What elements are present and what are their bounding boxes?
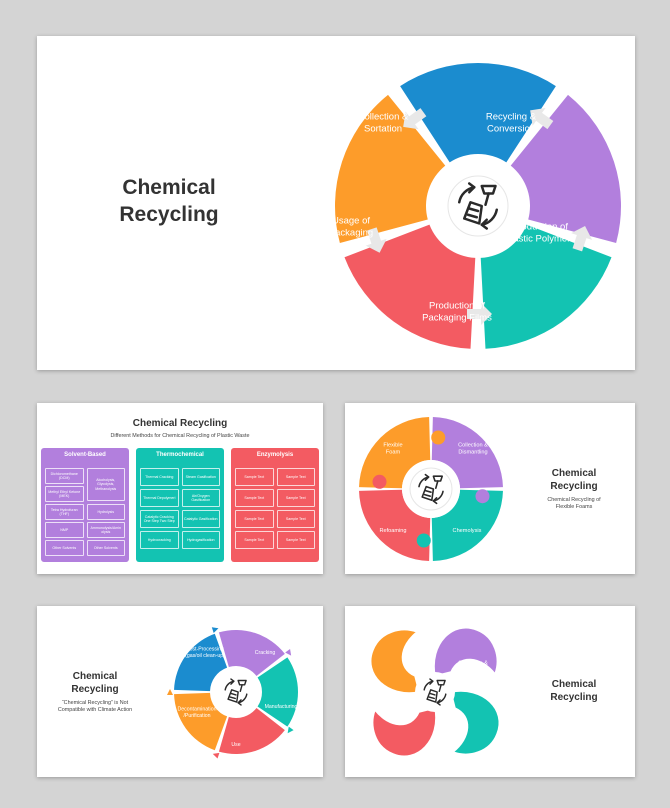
column-thermochemical xyxy=(136,448,224,562)
table-cell: Air/Oxygen Gasification xyxy=(182,489,221,507)
arrow-cycle-diagram xyxy=(37,606,323,777)
segment-label: Recycling & Conversion xyxy=(485,111,537,135)
slide-climate-action[interactable] xyxy=(37,606,323,777)
flow-arrow-icon xyxy=(212,751,220,759)
column-enzymolysis xyxy=(231,448,319,562)
table-cell: Steam Gasification xyxy=(182,468,221,486)
flow-arrow-icon xyxy=(212,625,220,633)
table-cell: Sample Text xyxy=(277,489,316,507)
segment-label: Chemolysis xyxy=(452,527,482,534)
table-cell: Hydrocracking xyxy=(140,531,179,549)
slide-subtitle: “Chemical Recycling” is Not Compatible with Climate Action xyxy=(57,700,133,713)
segment-label: Production of Packaging Films xyxy=(422,300,492,324)
table-cell: NMP xyxy=(45,522,84,538)
table-cell: Sample Text xyxy=(235,468,274,486)
slide-flexible-foams[interactable] xyxy=(345,403,635,574)
slide-subtitle: Chemical Recycling of Flexible Foams xyxy=(547,497,601,510)
table-cell: Sample Text xyxy=(277,468,316,486)
cycle-diagram xyxy=(37,36,635,370)
table-cell: Sample Text xyxy=(235,489,274,507)
column-solvent-based xyxy=(41,448,129,562)
swirl-segment xyxy=(371,630,419,693)
segment-label: Decontamination /Purification xyxy=(177,706,217,720)
segment-label: Post-Processing (gas/oil clean-up) xyxy=(185,646,225,660)
table-cell: Thermal Depolymeri xyxy=(140,489,179,507)
slide-title: Chemical Recycling xyxy=(550,468,598,492)
segment-label: Production of Plastic Polymers xyxy=(504,221,576,245)
slide-swirl-cycle[interactable] xyxy=(345,606,635,777)
segment-label: Refoaming xyxy=(379,527,407,534)
slide-subtitle: Different Methods for Chemical Recycling of Plastic Waste xyxy=(110,433,250,439)
table-cell: Sample Text xyxy=(277,510,316,528)
segment-label: Manufacturing xyxy=(264,703,298,710)
table-cell: Other Solvents xyxy=(87,540,126,556)
column-heading: Enzymolysis xyxy=(256,452,294,458)
slide-title: Chemical Recycling xyxy=(550,679,598,703)
flow-arrow-icon xyxy=(167,689,173,695)
slide-methods-table[interactable] xyxy=(37,403,323,574)
column-heading: Solvent-Based xyxy=(64,452,106,458)
segment-label: Collection & Dismantling xyxy=(458,442,488,456)
flow-arrow-icon xyxy=(285,727,293,735)
table-cell: Thermal Cracking xyxy=(140,468,179,486)
segment-label: Chemolysis xyxy=(424,745,454,752)
segment-label: Collection & Dismantling xyxy=(458,660,488,674)
table-cell: Methyl Ethyl Ketone (MEK) xyxy=(45,486,84,502)
segment-label: Cracking xyxy=(254,649,276,656)
table-cell: Tetra Hydrofuran (THF) xyxy=(45,504,84,520)
segment-label: Use xyxy=(231,741,241,748)
table-cell: Sample Text xyxy=(235,510,274,528)
slide-title: Chemical Recycling xyxy=(132,418,228,429)
segment-label: Flexible Foam xyxy=(407,642,427,656)
table-cell: Ammonolysis/Amin olysis xyxy=(87,522,126,538)
segment-label: Flexible Foam xyxy=(383,442,403,456)
flow-arrow-icon xyxy=(285,649,293,657)
table-cell: Dichloromethane (DCM) xyxy=(45,468,84,484)
slide-main[interactable] xyxy=(37,36,635,370)
table-cell: Catalytic Gasification xyxy=(182,510,221,528)
table-cell: Sample Text xyxy=(235,531,274,549)
segment-label: Collection & Sortation xyxy=(357,111,409,135)
table-cell: Hydrolysis xyxy=(87,504,126,520)
column-heading: Thermochemical xyxy=(156,452,204,458)
table-cell: Catalytic Cracking One Step Two Step xyxy=(140,510,179,528)
segment-label: Usage of Packaging xyxy=(328,215,374,239)
segment-label: Refoaming xyxy=(373,707,401,714)
table-cell: Sample Text xyxy=(277,531,316,549)
slide-title: Chemical Recycling xyxy=(119,176,219,226)
table-cell: Other Solvents xyxy=(45,540,84,556)
slide-title: Chemical Recycling xyxy=(71,671,119,695)
swirl-segment xyxy=(451,691,499,754)
table-cell: Hydrogasification xyxy=(182,531,221,549)
table-cell: Alcoholysis, Glycolysis, Methanolysis xyxy=(87,468,126,501)
